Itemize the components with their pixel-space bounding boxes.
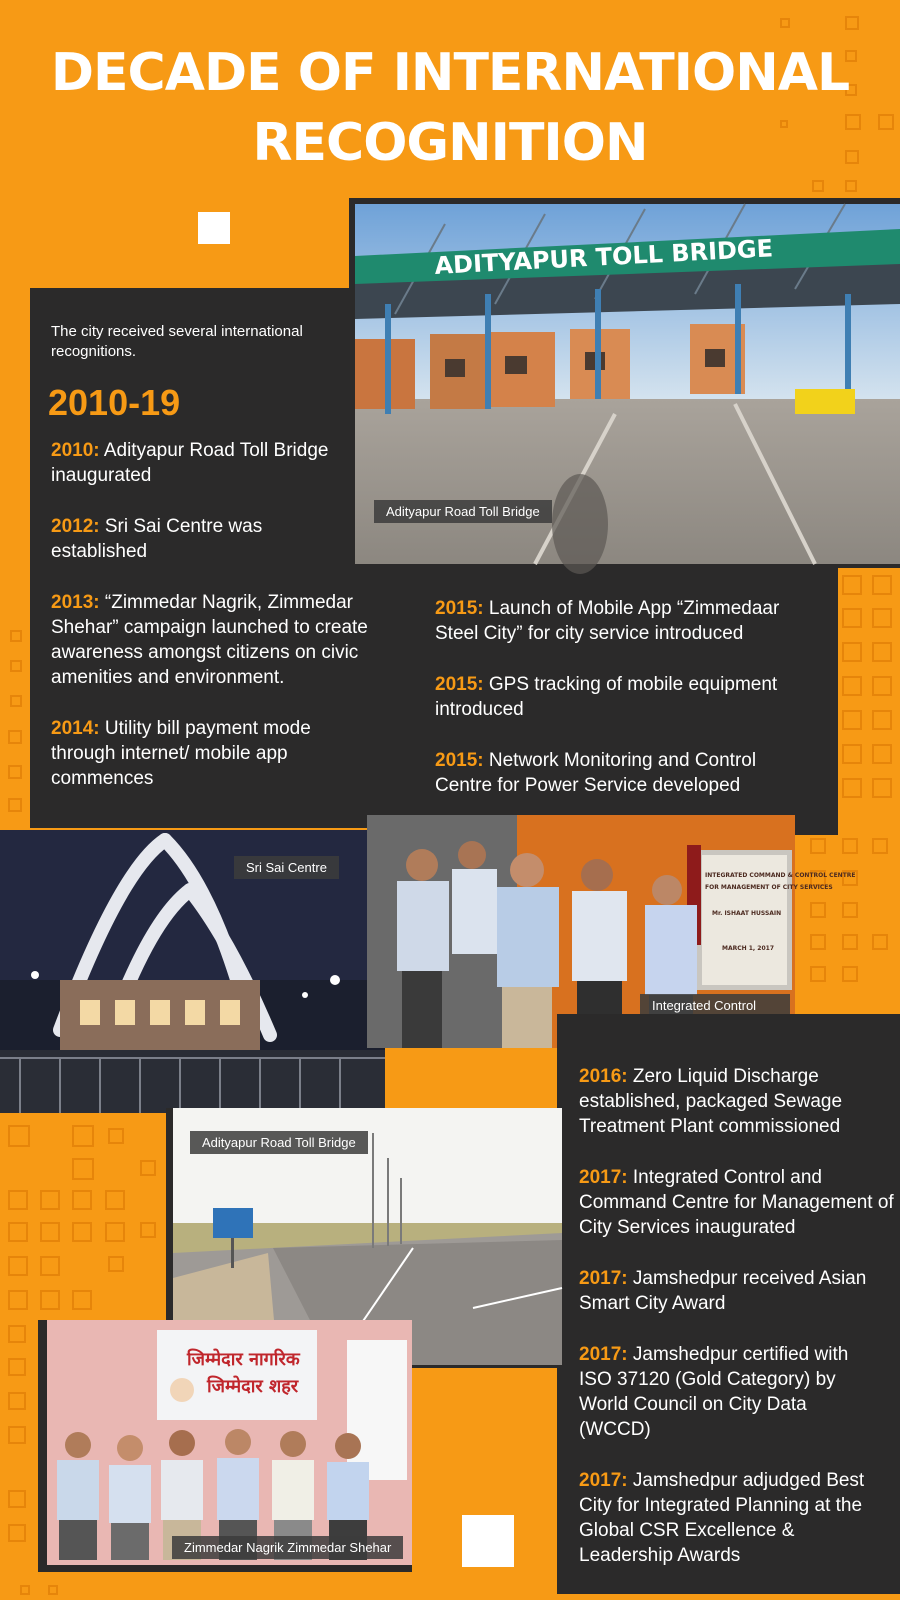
event-year: 2017: <box>579 1470 628 1491</box>
event-2017-iso <box>579 1342 879 1442</box>
zimmedar-caption: Zimmedar Nagrik Zimmedar Shehar <box>172 1536 403 1559</box>
decor-square <box>108 1128 124 1144</box>
decor-square <box>842 608 862 628</box>
event-text: Adityapur Road Toll Bridge inaugurated <box>51 440 329 486</box>
decor-square <box>842 778 862 798</box>
decor-square <box>40 1256 60 1276</box>
decor-square <box>842 642 862 662</box>
zimmedar-nagrik-photo <box>47 1320 412 1565</box>
decor-square <box>72 1290 92 1310</box>
decor-square <box>872 608 892 628</box>
plaque-line-3: Mr. ISHAAT HUSSAIN <box>712 910 782 917</box>
decor-square <box>105 1190 125 1210</box>
event-year: 2017: <box>579 1268 628 1289</box>
decor-square <box>8 798 22 812</box>
zimmedar-illustration <box>47 1320 412 1565</box>
event-year: 2017: <box>579 1167 628 1188</box>
event-2015-network <box>435 748 815 798</box>
event-year: 2017: <box>579 1344 628 1365</box>
plaque-line-1: INTEGRATED COMMAND & CONTROL CENTRE <box>705 872 856 879</box>
plaque-line-2: FOR MANAGEMENT OF CITY SERVICES <box>705 884 833 891</box>
decor-square <box>842 934 858 950</box>
decor-square <box>810 966 826 982</box>
decor-square <box>872 676 892 696</box>
decor-square <box>872 744 892 764</box>
plaque-line-4: MARCH 1, 2017 <box>722 945 774 952</box>
event-2017-iccc <box>579 1165 899 1240</box>
event-2016 <box>579 1064 894 1139</box>
event-year: 2015: <box>435 598 484 619</box>
decor-square <box>72 1222 92 1242</box>
sri-sai-caption: Sri Sai Centre <box>234 856 339 879</box>
decor-square <box>40 1222 60 1242</box>
decor-square <box>842 744 862 764</box>
toll-photo-caption: Adityapur Road Toll Bridge <box>374 500 552 523</box>
decor-square <box>8 1222 28 1242</box>
decor-square <box>8 1490 26 1508</box>
event-text: Jamshedpur received Asian Smart City Award <box>579 1268 867 1314</box>
decor-square <box>140 1222 156 1238</box>
decor-square <box>842 838 858 854</box>
intro-text: The city received several international recognitions. <box>51 323 303 360</box>
decor-square <box>842 676 862 696</box>
event-2015-gps <box>435 672 825 722</box>
event-text: Jamshedpur adjudged Best City for Integrated Planning at the Global CSR Excellence & Leadership Awards <box>579 1470 865 1566</box>
page-title <box>0 38 900 178</box>
event-text: Jamshedpur certified with ISO 37120 (Gold Category) by World Council on City Data (WCCD) <box>579 1344 849 1440</box>
event-2012 <box>51 514 351 564</box>
event-text: Utility bill payment mode through internet/ mobile app commences <box>51 718 311 789</box>
decor-square <box>10 695 22 707</box>
event-year: 2016: <box>579 1066 628 1087</box>
event-text: Launch of Mobile App “Zimmedaar Steel City” for city service introduced <box>435 598 780 644</box>
zn-banner-line-2: जिम्मेदार शहर <box>207 1376 299 1397</box>
decor-square <box>10 630 22 642</box>
decor-square <box>780 18 790 28</box>
decor-square <box>8 730 22 744</box>
decor-square <box>872 575 892 595</box>
decor-square <box>872 778 892 798</box>
event-2017-award <box>579 1266 894 1316</box>
event-year: 2015: <box>435 750 484 771</box>
zn-banner-line-1: जिम्मेदार नागरिक <box>187 1349 300 1370</box>
decor-square <box>40 1290 60 1310</box>
decor-square <box>842 966 858 982</box>
event-text: Sri Sai Centre was established <box>51 516 263 562</box>
decor-square <box>810 934 826 950</box>
event-year: 2014: <box>51 718 100 739</box>
white-square <box>198 212 230 244</box>
decor-square <box>72 1158 94 1180</box>
event-2010 <box>51 438 351 488</box>
decor-square <box>872 934 888 950</box>
title-line-1: DECADE OF INTERNATIONAL <box>50 43 850 103</box>
decor-square <box>810 838 826 854</box>
event-2013 <box>51 590 381 690</box>
decor-square <box>812 180 824 192</box>
period-heading: 2010-19 <box>48 382 181 423</box>
event-year: 2013: <box>51 592 100 613</box>
event-text: GPS tracking of mobile equipment introduced <box>435 674 778 720</box>
event-year: 2015: <box>435 674 484 695</box>
decor-square <box>108 1256 124 1272</box>
event-2014 <box>51 716 351 791</box>
iccc-caption: Integrated Control <box>640 994 790 1051</box>
event-text: “Zimmedar Nagrik, Zimmedar Shehar” campaign launched to create awareness amongst citizens on civic amenities and environment. <box>51 592 368 688</box>
decor-square <box>8 765 22 779</box>
decor-square <box>845 180 857 192</box>
decor-square <box>40 1190 60 1210</box>
decor-square <box>72 1190 92 1210</box>
event-text: Network Monitoring and Control Centre for Power Service developed <box>435 750 757 796</box>
decor-square <box>8 1392 26 1410</box>
decor-square <box>872 642 892 662</box>
toll-sign-text: ADITYAPUR TOLL BRIDGE <box>433 234 774 280</box>
decor-square <box>48 1585 58 1595</box>
decor-square <box>8 1325 26 1343</box>
decor-square <box>842 575 862 595</box>
decor-square <box>105 1222 125 1242</box>
decor-square <box>8 1190 28 1210</box>
decor-square <box>872 710 892 730</box>
decor-square <box>842 710 862 730</box>
event-year: 2012: <box>51 516 100 537</box>
decor-square <box>810 902 826 918</box>
road-photo-caption: Adityapur Road Toll Bridge <box>190 1131 368 1154</box>
decor-square <box>8 1125 30 1147</box>
decor-square <box>8 1290 28 1310</box>
decor-square <box>8 1358 26 1376</box>
decor-square <box>8 1256 28 1276</box>
white-square <box>462 1515 514 1567</box>
decor-square <box>842 902 858 918</box>
decor-square <box>10 660 22 672</box>
decor-square <box>8 1426 26 1444</box>
event-2015-app <box>435 596 825 646</box>
decor-square <box>20 1585 30 1595</box>
event-text: Integrated Control and Command Centre for Management of City Services inaugurated <box>579 1167 894 1238</box>
event-text: Zero Liquid Discharge established, packaged Sewage Treatment Plant commissioned <box>579 1066 843 1137</box>
decor-square <box>140 1160 156 1176</box>
event-year: 2010: <box>51 440 100 461</box>
decor-square <box>845 16 859 30</box>
decor-square <box>872 838 888 854</box>
decor-square <box>72 1125 94 1147</box>
decor-square <box>8 1524 26 1542</box>
title-line-2: RECOGNITION <box>252 113 648 173</box>
event-2017-csr <box>579 1468 889 1568</box>
